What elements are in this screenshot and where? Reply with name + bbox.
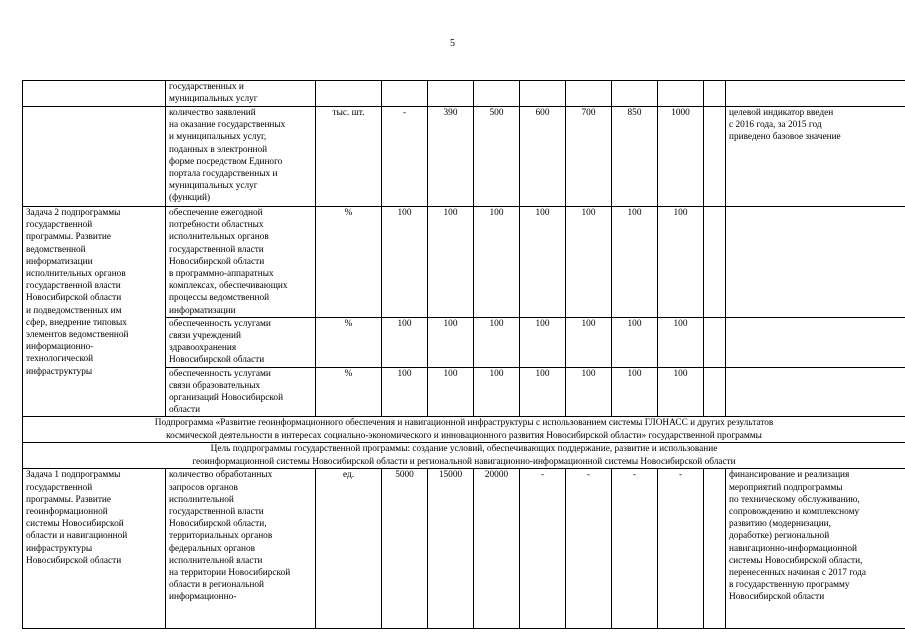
value-cell	[612, 81, 658, 107]
value-cell: 500	[474, 107, 520, 207]
indicators-table	[22, 80, 905, 629]
value-cell	[658, 81, 704, 107]
value-cell: 100	[520, 317, 566, 367]
value-cell	[704, 317, 726, 367]
table-row	[23, 107, 905, 207]
value-cell	[428, 81, 474, 107]
note-cell	[726, 367, 905, 417]
value-cell: -	[382, 107, 428, 207]
task-cell	[23, 107, 166, 207]
value-cell: 100	[658, 207, 704, 318]
value-cell: 5000	[382, 469, 428, 629]
value-cell: 100	[612, 367, 658, 417]
value-cell: 100	[474, 207, 520, 318]
value-cell: 100	[612, 207, 658, 318]
task-cell: Задача 1 подпрограммы государственной программы. Развитие геоинформационной системы Новосибирской области и навигационной инфраструктуры Новосибирской области	[23, 469, 166, 629]
value-cell	[382, 81, 428, 107]
unit-cell	[316, 81, 382, 107]
value-cell: 850	[612, 107, 658, 207]
task-cell	[23, 81, 166, 107]
indicator-cell: обеспеченность услугами связи образовательных организаций Новосибирской области	[166, 367, 316, 417]
note-cell	[726, 207, 905, 318]
value-cell: 15000	[428, 469, 474, 629]
value-cell: 390	[428, 107, 474, 207]
indicator-cell: количество заявлений на оказание государственных и муниципальных услуг, поданных в электронной форме посредством Единого портала государственных и муниципальных услуг (функций)	[166, 107, 316, 207]
value-cell	[520, 81, 566, 107]
unit-cell: %	[316, 367, 382, 417]
value-cell: -	[566, 469, 612, 629]
value-cell: 100	[428, 207, 474, 318]
value-cell: 100	[382, 367, 428, 417]
note-cell	[726, 317, 905, 367]
page-number: 5	[450, 38, 455, 49]
subprogram-goal: Цель подпрограммы государственной программы: создание условий, обеспечивающих поддержание, развитие и использование геоинформационной системы Новосибирской области и региональной навигационно-информационной системы Новосибирской области	[23, 443, 905, 469]
value-cell	[566, 81, 612, 107]
value-cell: -	[612, 469, 658, 629]
value-cell: 100	[428, 367, 474, 417]
indicator-cell: обеспечение ежегодной потребности областных исполнительных органов государственной власти Новосибирской области в программно-аппаратных комплексах, обеспечивающих процессы ведомственной информатизации	[166, 207, 316, 318]
value-cell: 100	[658, 367, 704, 417]
unit-cell: ед.	[316, 469, 382, 629]
note-cell: финансирование и реализация мероприятий подпрограммы по техническому обслуживанию, сопровождению и комплексному развитию (модернизации, доработке) региональной навигационно-информационной системы Новосибирской области, перенесенных начиная с 2017 года в государственную программу Новосибирской области	[726, 469, 905, 629]
subprogram-title: Подпрограмма «Развитие геоинформационного обеспечения и навигационной инфраструктуры с использованием системы ГЛОНАСС и других результатов космической деятельности в интересах социально-экономического и инновационного развития Новосибирской области» государственной программы	[23, 417, 905, 443]
subprogram-title-row	[23, 417, 905, 443]
value-cell	[474, 81, 520, 107]
indicator-cell: количество обработанных запросов органов исполнительной государственной власти Новосибирской области, территориальных органов федеральных органов исполнительной власти на территории Новосибирской области в региональной информационно-	[166, 469, 316, 629]
value-cell: 100	[474, 367, 520, 417]
value-cell	[704, 469, 726, 629]
note-cell	[726, 81, 905, 107]
value-cell: 600	[520, 107, 566, 207]
value-cell: 100	[566, 207, 612, 318]
table-row	[23, 469, 905, 629]
value-cell: 100	[520, 367, 566, 417]
indicator-cell: государственных и муниципальных услуг	[166, 81, 316, 107]
value-cell	[704, 207, 726, 318]
value-cell: 100	[520, 207, 566, 318]
value-cell: 20000	[474, 469, 520, 629]
value-cell: 100	[474, 317, 520, 367]
value-cell: 100	[428, 317, 474, 367]
table-row	[23, 207, 905, 318]
indicator-cell: обеспеченность услугами связи учреждений здравоохранения Новосибирской области	[166, 317, 316, 367]
table-row	[23, 81, 905, 107]
value-cell: 1000	[658, 107, 704, 207]
unit-cell: %	[316, 207, 382, 318]
value-cell: 100	[382, 207, 428, 318]
value-cell: 100	[382, 317, 428, 367]
value-cell: 100	[566, 317, 612, 367]
unit-cell: тыс. шт.	[316, 107, 382, 207]
value-cell	[704, 81, 726, 107]
value-cell: -	[520, 469, 566, 629]
note-cell: целевой индикатор введен с 2016 года, за 2015 год приведено базовое значение	[726, 107, 905, 207]
value-cell: 100	[658, 317, 704, 367]
value-cell: 100	[566, 367, 612, 417]
value-cell: -	[658, 469, 704, 629]
value-cell	[704, 107, 726, 207]
subprogram-goal-row	[23, 443, 905, 469]
value-cell: 100	[612, 317, 658, 367]
value-cell	[704, 367, 726, 417]
task-cell: Задача 2 подпрограммы государственной программы. Развитие ведомственной информатизации исполнительных органов государственной власти Новосибирской области и подведомственных им сфер, внедрение типовых элементов ведомственной информационно- технологической инфраструктуры	[23, 207, 166, 417]
value-cell: 700	[566, 107, 612, 207]
unit-cell: %	[316, 317, 382, 367]
